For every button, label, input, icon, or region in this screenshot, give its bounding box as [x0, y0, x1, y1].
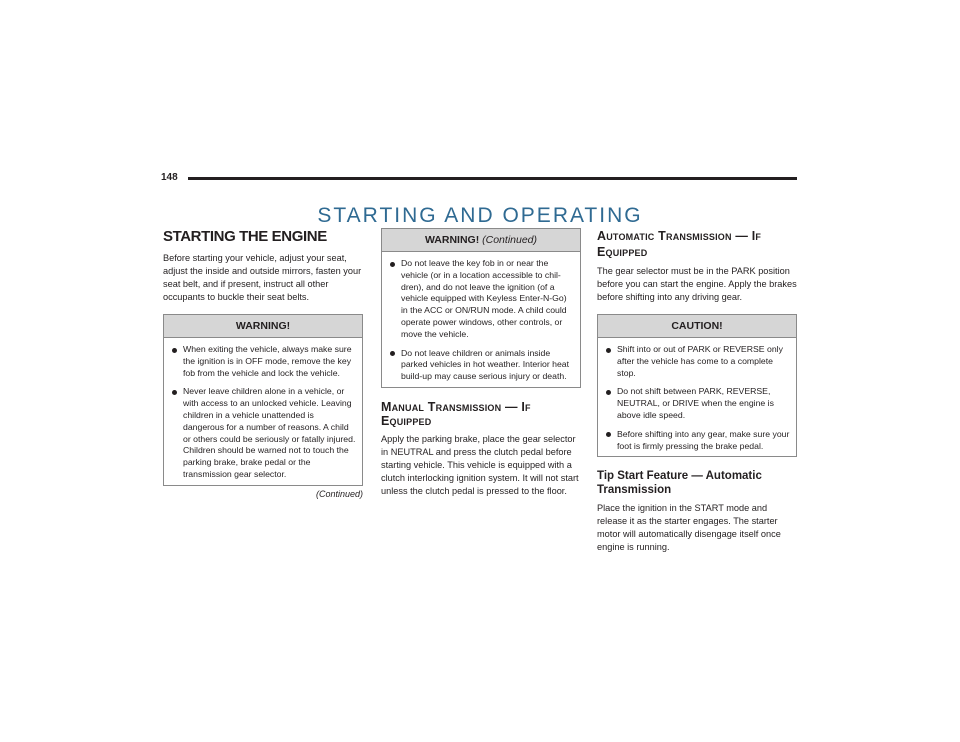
warning-box-continued: [381, 228, 581, 388]
warning-box-title-continued: [382, 229, 580, 252]
warning-list-item: [172, 386, 356, 480]
automatic-transmission-paragraph: The gear selector must be in the PARK position before you can start the engine. Apply the brakes before shifting into any driving gear.: [597, 266, 797, 302]
bullet-icon: [606, 390, 611, 395]
section-heading-starting-engine: STARTING THE ENGINE: [163, 228, 327, 245]
continued-suffix: (Continued): [482, 234, 538, 246]
section-heading-automatic-transmission: Automatic Transmission — If Equipped: [597, 229, 762, 259]
chapter-title: STARTING AND OPERATING: [317, 204, 643, 228]
intro-paragraph: Before starting your vehicle, adjust your seat, adjust the inside and outside mirrors, fasten your seat belt, and if present, instruct all other occupants to buckle their seat belts.: [163, 253, 362, 302]
warning-title: WARNING!: [424, 234, 480, 246]
warning-box: [163, 314, 363, 486]
column-1: [163, 228, 363, 499]
warning-item-text: Do not leave children or animals inside parked vehicles in hot weather. Interior heat build-up may cause serious injury or death.: [401, 347, 570, 382]
continued-label: (Continued): [315, 488, 363, 499]
page-number: 148: [161, 172, 178, 183]
warning-item-text: Never leave children alone in a vehicle, or with access to an unlocked vehicle. Leaving children in a vehicle unattended is dangerous for a number of reasons. A child or others could be seriously or fatally injured. Children should be warned not to touch the parking brake, brake pedal or the transmission gear selector.: [183, 386, 356, 479]
warning-list: [164, 338, 362, 485]
warning-list-item: [390, 258, 574, 341]
caution-box: [597, 314, 797, 457]
bullet-icon: [390, 262, 395, 267]
subheading-tip-start: Tip Start Feature — Automatic Transmission: [597, 470, 762, 497]
warning-list: [382, 252, 580, 387]
bullet-icon: [172, 390, 177, 395]
caution-list-item: [606, 344, 790, 379]
column-2: [381, 228, 581, 498]
caution-box-title: CAUTION!: [598, 315, 796, 338]
bullet-icon: [606, 348, 611, 353]
header-rule: [188, 177, 797, 180]
caution-list-item: [606, 386, 790, 421]
warning-item-text: Do not leave the key fob in or near the vehicle (or in a location accessible to chil-dren), and do not leave the ignition (of a vehicle equipped with Keyless Enter-N-Go) in the ACC or ON/RUN mode. A child could operate power windows, other controls, or move the vehicle.: [401, 258, 567, 339]
manual-transmission-paragraph: Apply the parking brake, place the gear selector in NEUTRAL and press the clutch pedal before starting vehicle. This vehicle is equipped with a clutch interlocking ignition system. It will not start unless the clutch pedal is pressed to the floor.: [381, 433, 579, 496]
bullet-icon: [390, 351, 395, 356]
caution-list: [598, 338, 796, 456]
caution-item-text: Do not shift between PARK, REVERSE, NEUTRAL, or DRIVE when the engine is above idle speed.: [617, 386, 774, 420]
caution-list-item: [606, 429, 790, 453]
tip-start-paragraph: Place the ignition in the START mode and release it as the starter engages. The starter motor will automatically disengage itself once engine is running.: [597, 503, 781, 553]
warning-box-title: WARNING!: [164, 315, 362, 338]
caution-item-text: Before shifting into any gear, make sure your foot is firmly pressing the brake pedal.: [617, 428, 790, 451]
bullet-icon: [172, 348, 177, 353]
bullet-icon: [606, 432, 611, 437]
section-heading-manual-transmission: Manual Transmission — If Equipped: [381, 399, 531, 428]
caution-item-text: Shift into or out of PARK or REVERSE only after the vehicle has come to a complete stop.: [617, 344, 783, 378]
warning-list-item: [172, 344, 356, 379]
warning-list-item: [390, 348, 574, 383]
warning-item-text: When exiting the vehicle, always make sure the ignition is in OFF mode, remove the key fob from the vehicle and lock the vehicle.: [183, 344, 352, 378]
column-3: [597, 228, 797, 554]
